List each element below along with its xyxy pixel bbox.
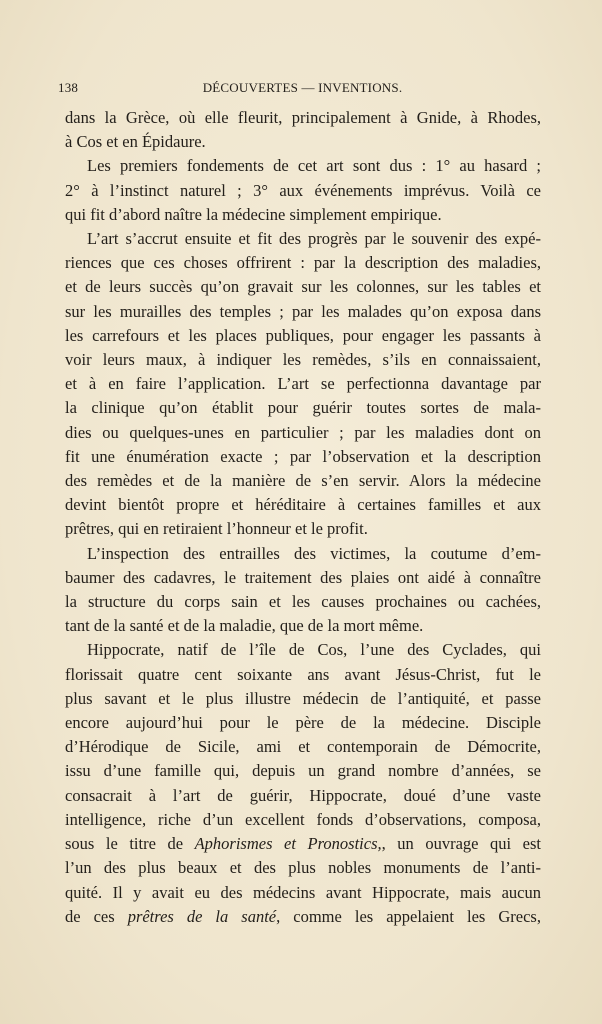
text-line: sur les murailles des temples ; par les malades qu’on exposa dans [65, 301, 541, 321]
text-line: qui fit d’abord naître la médecine simplement empirique. [65, 204, 442, 224]
page-number: 138 [58, 80, 79, 95]
text-line: fit une énumération exacte ; par l’observation et la description [65, 446, 541, 466]
text-line: les carrefours et les places publiques, pour engager les passants à [65, 325, 541, 345]
text-line: la structure du corps sain et les causes prochaines ou cachées, [65, 592, 541, 612]
text-line: L’inspection des entrailles des victimes, la coutume d’em- [87, 543, 541, 563]
text-line: riences que ces choses offrirent : par la description des maladies, [65, 253, 541, 273]
text-line: devint bientôt propre et héréditaire à certaines familles et aux [65, 495, 541, 515]
text-line: dans la Grèce, où elle fleurit, principalement à Gnide, à Rhodes, [65, 108, 541, 127]
text-line: Hippocrate, natif de l’île de Cos, l’une des Cyclades, qui [87, 640, 541, 660]
text-line: encore aujourd’hui pour le père de la médecine. Disciple [65, 713, 541, 733]
paragraph-1 [65, 106, 541, 154]
body-text [65, 106, 541, 929]
text-line: à Cos et en Épidaure. [65, 132, 206, 152]
text-line: consacrait à l’art de guérir, Hippocrate, doué d’une vaste [65, 785, 541, 805]
text-line: et à en faire l’application. L’art se perfectionna davantage par [65, 374, 541, 394]
text-line: quité. Il y avait eu des médecins avant Hippocrate, mais aucun [65, 882, 541, 902]
text-line: 2° à l’instinct naturel ; 3° aux événements imprévus. Voilà ce [65, 180, 541, 200]
text-line: baumer des cadavres, le traitement des plaies ont aidé à connaître [65, 567, 541, 587]
text-line: prêtres, qui en retiraient l’honneur et le profit. [65, 519, 368, 539]
paragraph-2 [65, 154, 541, 227]
text-line: issu d’une famille qui, depuis un grand nombre d’années, se [65, 761, 541, 781]
page-header [58, 80, 541, 100]
text-line: voir leurs maux, à indiquer les remèdes, s’ils en connaissaient, [65, 350, 541, 370]
text-line: L’art s’accrut ensuite et fit des progrès par le souvenir des expé- [87, 229, 541, 249]
paragraph-5 [65, 638, 541, 928]
text-line: intelligence, riche d’un excellent fonds d’observations, composa, [65, 809, 541, 829]
paragraph-4 [65, 542, 541, 639]
text-line: et de leurs succès qu’on gravait sur les colonnes, sur les tables et [65, 277, 541, 297]
text-line-italic-title: sous le titre de Aphorismes et Pronostics,, un ouvrage qui est [65, 834, 541, 854]
text-line: la clinique qu’on établit pour guérir toutes sortes de mala- [65, 398, 541, 418]
text-line: l’un des plus beaux et des plus nobles monuments de l’anti- [65, 858, 541, 878]
text-line-italic-title: de ces prêtres de la santé, comme les appelaient les Grecs, [65, 906, 541, 926]
text-line: tant de la santé et de la maladie, que de la mort même. [65, 616, 424, 636]
paragraph-3 [65, 227, 541, 542]
text-line: Les premiers fondements de cet art sont dus : 1° au hasard ; [87, 156, 541, 176]
italic-title: prêtres de la santé [127, 906, 277, 926]
text-line: d’Hérodique de Sicile, ami et contemporain de Démocrite, [65, 737, 541, 757]
running-head: DÉCOUVERTES — INVENTIONS. [202, 80, 403, 95]
italic-title: Aphorismes et Pronostics, [194, 834, 382, 854]
text-line: plus savant et le plus illustre médecin de l’antiquité, et passe [65, 688, 541, 708]
text-line: florissait quatre cent soixante ans avant Jésus-Christ, fut le [65, 664, 541, 684]
text-line: dies ou quelques-unes en particulier ; par les maladies dont on [65, 422, 541, 442]
text-line: des remèdes et de la manière de s’en servir. Alors la médecine [65, 471, 541, 491]
